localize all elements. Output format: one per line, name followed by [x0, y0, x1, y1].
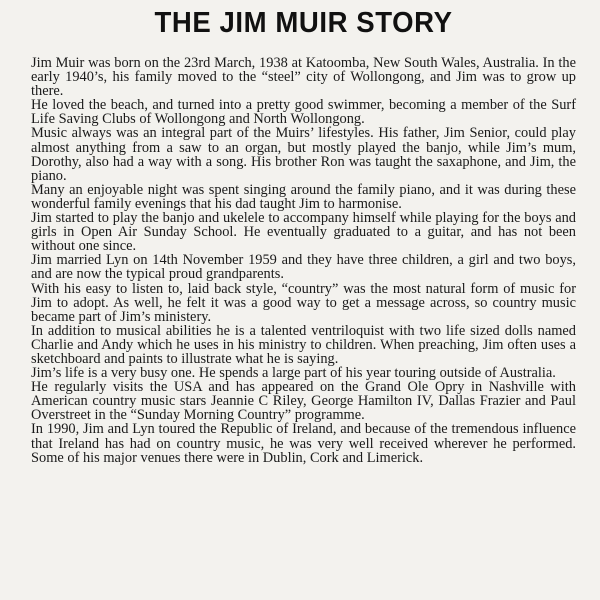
story-paragraph: With his easy to listen to, laid back style, “country” was the most natural form of music for Jim to adopt. As well, he felt it was a good way to get a message across, so country music became part of Jim’s ministery. [31, 280, 576, 325]
story-paragraph: Jim married Lyn on 14th November 1959 and they have three children, a girl and two boys, and are now the typical proud grandparents. [31, 252, 576, 283]
story-paragraph: He regularly visits the USA and has appeared on the Grand Ole Opry in Nashville with American country music stars Jeannie C Riley, George Hamilton IV, Dallas Frazier and Paul Overstreet in the “Sunday Morning Country” programme. [31, 379, 576, 424]
story-paragraph: Many an enjoyable night was spent singing around the family piano, and it was during these wonderful family evenings that his dad taught Jim to harmonise. [31, 181, 576, 212]
story-paragraph: In addition to musical abilities he is a talented ventriloquist with two life sized dolls named Charlie and Andy which he uses in his ministry to children. When preaching, Jim often uses a sketchboard and paints to illustrate what he is saying. [31, 322, 576, 367]
page-title: THE JIM MUIR STORY [154, 7, 453, 39]
story-paragraph: Jim started to play the banjo and ukelele to accompany himself while playing for the boys and girls in Open Air Sunday School. He eventually graduated to a guitar, and has not been without one since. [31, 210, 576, 255]
story-paragraph: Jim Muir was born on the 23rd March, 1938 at Katoomba, New South Wales, Australia. In the early 1940’s, his family moved to the “steel” city of Wollongong, and Jim was to grow up there. [31, 55, 576, 100]
story-paragraph: He loved the beach, and turned into a pretty good swimmer, becoming a member of the Surf Life Saving Clubs of Wollongong and North Wollongong. [31, 97, 576, 128]
story-paragraph: Music always was an integral part of the Muirs’ lifestyles. His father, Jim Senior, could play almost anything from a saw to an organ, but mostly played the banjo, while Jim’s mum, Dorothy, also had a way with a song. His brother Ron was taught the saxaphone, and Jim, the piano. [31, 125, 576, 184]
story-paragraph: In 1990, Jim and Lyn toured the Republic of Ireland, and because of the tremendous influence that Ireland has had on country music, he was very well received wherever he performed. Some of his major venues there were in Dublin, Cork and Limerick. [31, 421, 576, 466]
story-paragraph: Jim’s life is a very busy one. He spends a large part of his year touring outside of Australia. [31, 365, 556, 382]
story-body [31, 56, 576, 465]
